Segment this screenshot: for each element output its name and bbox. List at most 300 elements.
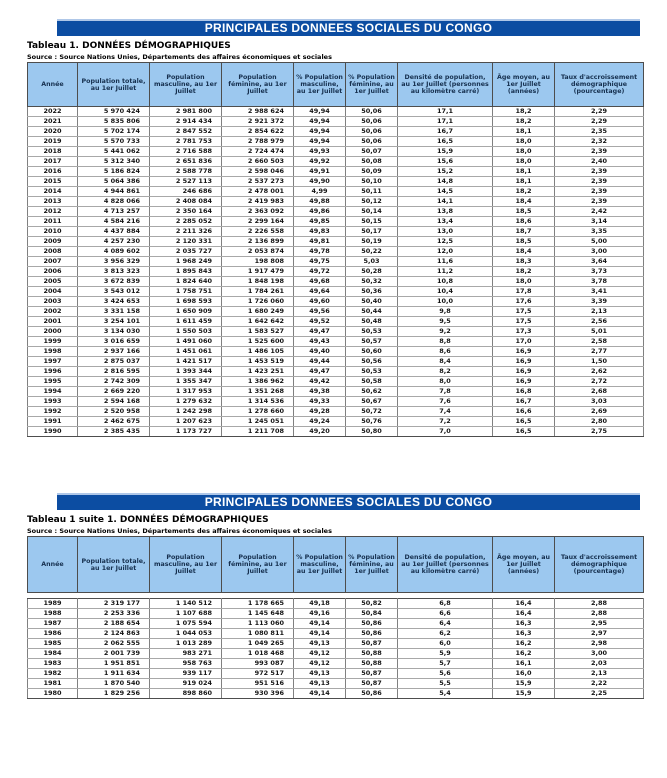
table-cell: 2 537 273 (222, 177, 294, 187)
table-cell: 1 314 536 (222, 397, 294, 407)
table-cell: 1 917 479 (222, 267, 294, 277)
table-cell: 50,84 (346, 609, 398, 619)
table-cell: 1 107 688 (150, 609, 222, 619)
table-cell: 2 660 503 (222, 157, 294, 167)
year-cell: 1997 (28, 357, 78, 367)
column-header: Taux d'accroissement démographique (pourcentage) (555, 63, 644, 107)
table-cell: 1 870 540 (78, 679, 150, 689)
table-cell: 17,0 (493, 337, 555, 347)
table-row (28, 277, 644, 287)
table-cell: 16,4 (493, 599, 555, 609)
table-cell: 49,94 (294, 107, 346, 117)
year-cell: 2008 (28, 247, 78, 257)
table-cell: 5 064 386 (78, 177, 150, 187)
table-cell: 2 408 084 (150, 197, 222, 207)
table-cell: 2 914 434 (150, 117, 222, 127)
table-cell: 1 550 503 (150, 327, 222, 337)
table-cell: 1 245 051 (222, 417, 294, 427)
table-row (28, 387, 644, 397)
table-cell: 7,6 (398, 397, 493, 407)
table-cell: 2,58 (555, 337, 644, 347)
table-cell: 8,0 (398, 377, 493, 387)
table-cell: 8,2 (398, 367, 493, 377)
table-cell: 2 598 046 (222, 167, 294, 177)
table-cell: 8,6 (398, 347, 493, 357)
table-cell: 5 312 340 (78, 157, 150, 167)
table-cell: 3,78 (555, 277, 644, 287)
table-row (28, 689, 644, 699)
year-cell: 1985 (28, 639, 78, 649)
table-cell: 16,2 (493, 639, 555, 649)
column-header: Population totale, au 1er Juillet (78, 537, 150, 593)
column-header: % Population féminine, au 1er Juillet (346, 63, 398, 107)
table-cell: 2 854 622 (222, 127, 294, 137)
table-cell: 2,22 (555, 679, 644, 689)
table-cell: 2,88 (555, 599, 644, 609)
table-row (28, 649, 644, 659)
table-row (28, 207, 644, 217)
year-cell: 2005 (28, 277, 78, 287)
table-cell: 49,86 (294, 207, 346, 217)
table-cell: 2,77 (555, 347, 644, 357)
table-cell: 50,40 (346, 297, 398, 307)
table-cell: 5 570 733 (78, 137, 150, 147)
year-cell: 1995 (28, 377, 78, 387)
table-cell: 49,68 (294, 277, 346, 287)
table-cell: 9,5 (398, 317, 493, 327)
table-cell: 49,93 (294, 147, 346, 157)
table-cell: 1 317 953 (150, 387, 222, 397)
table-row (28, 397, 644, 407)
table-row (28, 367, 644, 377)
table-cell: 3,73 (555, 267, 644, 277)
table-cell: 2,40 (555, 157, 644, 167)
table-cell: 50,56 (346, 357, 398, 367)
page-title-banner: PRINCIPALES DONNEES SOCIALES DU CONGO (57, 19, 640, 36)
table-cell: 2 988 624 (222, 107, 294, 117)
table-cell: 2 211 326 (150, 227, 222, 237)
table-cell: 50,28 (346, 267, 398, 277)
table-title: Tableau 1 suite 1. DONNÉES DÉMOGRAPHIQUES (27, 515, 269, 525)
table-row (28, 407, 644, 417)
table-cell: 18,2 (493, 107, 555, 117)
table-row (28, 287, 644, 297)
table-cell: 18,1 (493, 167, 555, 177)
source-line: Source : Source Nations Unies, Départements des affaires économiques et sociales (27, 527, 332, 535)
table-cell: 1 726 060 (222, 297, 294, 307)
table-cell: 50,87 (346, 669, 398, 679)
table-cell: 2 285 052 (150, 217, 222, 227)
column-header: Population masculine, au 1er Juillet (150, 63, 222, 107)
table-cell: 1 824 640 (150, 277, 222, 287)
table-cell: 2,80 (555, 417, 644, 427)
table-cell: 1 355 347 (150, 377, 222, 387)
column-header: % Population masculine, au 1er Juillet (294, 537, 346, 593)
table-row (28, 177, 644, 187)
table-cell: 50,58 (346, 377, 398, 387)
table-row (28, 619, 644, 629)
year-cell: 1992 (28, 407, 78, 417)
table-cell: 2,97 (555, 629, 644, 639)
table-cell: 49,47 (294, 327, 346, 337)
table-cell: 3 672 839 (78, 277, 150, 287)
table-cell: 9,2 (398, 327, 493, 337)
table-cell: 2,29 (555, 117, 644, 127)
table-cell: 2 788 979 (222, 137, 294, 147)
table-cell: 14,1 (398, 197, 493, 207)
table-cell: 49,64 (294, 287, 346, 297)
table-cell: 1 044 053 (150, 629, 222, 639)
table-cell: 1 642 642 (222, 317, 294, 327)
table-cell: 50,06 (346, 127, 398, 137)
table-cell: 18,4 (493, 197, 555, 207)
table-cell: 2 594 168 (78, 397, 150, 407)
table-cell: 14,8 (398, 177, 493, 187)
table-cell: 2,39 (555, 187, 644, 197)
table-row (28, 417, 644, 427)
table-cell: 3,14 (555, 217, 644, 227)
year-cell: 2015 (28, 177, 78, 187)
table-cell: 1 386 962 (222, 377, 294, 387)
year-cell: 1983 (28, 659, 78, 669)
year-cell: 2006 (28, 267, 78, 277)
table-cell: 5,00 (555, 237, 644, 247)
table-cell: 1 611 459 (150, 317, 222, 327)
table-cell: 17,1 (398, 107, 493, 117)
table-cell: 939 117 (150, 669, 222, 679)
table-cell: 50,82 (346, 599, 398, 609)
table-cell: 2 937 166 (78, 347, 150, 357)
column-header: Année (28, 537, 78, 593)
table-cell: 13,4 (398, 217, 493, 227)
table-cell: 2 253 336 (78, 609, 150, 619)
column-header: Taux d'accroissement démographique (pourcentage) (555, 537, 644, 593)
year-cell: 1993 (28, 397, 78, 407)
table-cell: 6,8 (398, 599, 493, 609)
table-cell: 15,9 (493, 679, 555, 689)
table-cell: 2,39 (555, 197, 644, 207)
table-cell: 50,80 (346, 427, 398, 437)
table-cell: 49,60 (294, 297, 346, 307)
table-cell: 3,39 (555, 297, 644, 307)
table-cell: 2 419 983 (222, 197, 294, 207)
table-cell: 18,4 (493, 247, 555, 257)
table-cell: 49,75 (294, 257, 346, 267)
table-cell: 6,6 (398, 609, 493, 619)
table-cell: 50,17 (346, 227, 398, 237)
table-cell: 2,35 (555, 127, 644, 137)
table-cell: 2,95 (555, 619, 644, 629)
table-cell: 2,75 (555, 427, 644, 437)
table-cell: 2 816 595 (78, 367, 150, 377)
table-cell: 5 835 806 (78, 117, 150, 127)
table-cell: 49,13 (294, 669, 346, 679)
table-cell: 1 451 061 (150, 347, 222, 357)
table-cell: 18,1 (493, 127, 555, 137)
table-row (28, 427, 644, 437)
table-cell: 49,40 (294, 347, 346, 357)
table-cell: 1 525 600 (222, 337, 294, 347)
table-cell: 9,8 (398, 307, 493, 317)
table-cell: 1 145 648 (222, 609, 294, 619)
year-cell: 2012 (28, 207, 78, 217)
table-cell: 2,13 (555, 307, 644, 317)
table-cell: 2 527 113 (150, 177, 222, 187)
table-row (28, 267, 644, 277)
table-cell: 50,67 (346, 397, 398, 407)
table-cell: 1 951 851 (78, 659, 150, 669)
table-cell: 49,44 (294, 357, 346, 367)
table-cell: 17,8 (493, 287, 555, 297)
table-cell: 18,2 (493, 117, 555, 127)
table-cell: 49,33 (294, 397, 346, 407)
year-cell: 1984 (28, 649, 78, 659)
table-cell: 3,35 (555, 227, 644, 237)
table-cell: 1 680 249 (222, 307, 294, 317)
year-cell: 2016 (28, 167, 78, 177)
table-cell: 1 013 289 (150, 639, 222, 649)
table-cell: 15,9 (398, 147, 493, 157)
table-row (28, 157, 644, 167)
table-cell: 16,8 (493, 387, 555, 397)
year-cell: 2004 (28, 287, 78, 297)
table-cell: 5,7 (398, 659, 493, 669)
table-cell: 17,5 (493, 307, 555, 317)
table-cell: 3 331 158 (78, 307, 150, 317)
table-cell: 50,87 (346, 679, 398, 689)
table-cell: 2 478 001 (222, 187, 294, 197)
table-cell: 4,99 (294, 187, 346, 197)
table-cell: 2,62 (555, 367, 644, 377)
table-cell: 2,88 (555, 609, 644, 619)
table-cell: 18,0 (493, 157, 555, 167)
table-cell: 49,13 (294, 639, 346, 649)
table-cell: 50,19 (346, 237, 398, 247)
table-cell: 49,85 (294, 217, 346, 227)
table-cell: 7,8 (398, 387, 493, 397)
table-cell: 5,6 (398, 669, 493, 679)
report-page (0, 19, 667, 778)
table-cell: 50,14 (346, 207, 398, 217)
column-header: Âge moyen, au 1er Juillet (années) (493, 63, 555, 107)
table-cell: 958 763 (150, 659, 222, 669)
table-cell: 7,2 (398, 417, 493, 427)
table-cell: 50,10 (346, 177, 398, 187)
table-cell: 2 875 037 (78, 357, 150, 367)
table-cell: 6,0 (398, 639, 493, 649)
table-cell: 50,60 (346, 347, 398, 357)
year-cell: 1982 (28, 669, 78, 679)
table-cell: 49,16 (294, 609, 346, 619)
table-cell: 4 584 216 (78, 217, 150, 227)
year-cell: 2009 (28, 237, 78, 247)
table-row (28, 247, 644, 257)
year-cell: 1990 (28, 427, 78, 437)
table-cell: 2 742 309 (78, 377, 150, 387)
table-cell: 50,11 (346, 187, 398, 197)
table-cell: 50,57 (346, 337, 398, 347)
table-cell: 11,2 (398, 267, 493, 277)
table-row (28, 629, 644, 639)
table-cell: 1,50 (555, 357, 644, 367)
table-cell: 49,91 (294, 167, 346, 177)
table-cell: 49,47 (294, 367, 346, 377)
table-cell: 2,25 (555, 689, 644, 699)
table-cell: 5 186 824 (78, 167, 150, 177)
year-cell: 1996 (28, 367, 78, 377)
table-row (28, 147, 644, 157)
table-cell: 1 784 261 (222, 287, 294, 297)
year-cell: 2017 (28, 157, 78, 167)
table-row (28, 297, 644, 307)
column-header: Âge moyen, au 1er Juillet (années) (493, 537, 555, 593)
table-cell: 15,2 (398, 167, 493, 177)
table-row (28, 307, 644, 317)
table-cell: 49,24 (294, 417, 346, 427)
table-cell: 2 651 836 (150, 157, 222, 167)
table-cell: 49,81 (294, 237, 346, 247)
table-cell: 16,3 (493, 629, 555, 639)
demographics-table-2 (27, 536, 644, 699)
year-cell: 1981 (28, 679, 78, 689)
table-cell: 12,0 (398, 247, 493, 257)
column-header: Densité de population, au 1er Juillet (personnes au kilomètre carré) (398, 63, 493, 107)
year-cell: 2022 (28, 107, 78, 117)
table-cell: 2,29 (555, 107, 644, 117)
table-cell: 2 226 558 (222, 227, 294, 237)
table-cell: 2 520 958 (78, 407, 150, 417)
table-cell: 1 895 843 (150, 267, 222, 277)
table-cell: 12,5 (398, 237, 493, 247)
year-cell: 1994 (28, 387, 78, 397)
table-cell: 18,0 (493, 277, 555, 287)
table-cell: 1 758 751 (150, 287, 222, 297)
table-cell: 49,94 (294, 117, 346, 127)
table-cell: 7,4 (398, 407, 493, 417)
table-cell: 2 363 092 (222, 207, 294, 217)
table-cell: 1 829 256 (78, 689, 150, 699)
table-cell: 1 393 344 (150, 367, 222, 377)
table-row (28, 337, 644, 347)
table-cell: 2,68 (555, 387, 644, 397)
table-cell: 49,14 (294, 629, 346, 639)
table-cell: 15,6 (398, 157, 493, 167)
table-cell: 1 453 519 (222, 357, 294, 367)
table-cell: 49,56 (294, 307, 346, 317)
table-cell: 1 583 527 (222, 327, 294, 337)
table-cell: 18,2 (493, 267, 555, 277)
table-cell: 5 441 062 (78, 147, 150, 157)
table-cell: 49,94 (294, 127, 346, 137)
table-cell: 1 075 594 (150, 619, 222, 629)
table-cell: 2 847 552 (150, 127, 222, 137)
table-cell: 50,53 (346, 367, 398, 377)
table-cell: 50,44 (346, 307, 398, 317)
year-cell: 2021 (28, 117, 78, 127)
table-cell: 16,4 (493, 609, 555, 619)
table-cell: 3 424 653 (78, 297, 150, 307)
table-row (28, 679, 644, 689)
table-cell: 50,88 (346, 649, 398, 659)
table-cell: 2 781 753 (150, 137, 222, 147)
table-cell: 1 113 060 (222, 619, 294, 629)
table-cell: 18,5 (493, 237, 555, 247)
table-cell: 1 049 265 (222, 639, 294, 649)
table-cell: 49,18 (294, 599, 346, 609)
column-header: Densité de population, au 1er Juillet (personnes au kilomètre carré) (398, 537, 493, 593)
table-cell: 49,12 (294, 659, 346, 669)
table-cell: 2 724 474 (222, 147, 294, 157)
table-cell: 1 423 251 (222, 367, 294, 377)
table-cell: 10,8 (398, 277, 493, 287)
table-cell: 16,3 (493, 619, 555, 629)
table-cell: 1 491 060 (150, 337, 222, 347)
table-cell: 49,72 (294, 267, 346, 277)
table-cell: 3,00 (555, 247, 644, 257)
table-cell: 1 173 727 (150, 427, 222, 437)
table-cell: 18,6 (493, 217, 555, 227)
column-header: Année (28, 63, 78, 107)
table-cell: 1 351 268 (222, 387, 294, 397)
table-cell: 2,32 (555, 137, 644, 147)
column-header: % Population féminine, au 1er Juillet (346, 537, 398, 593)
table-cell: 1 018 468 (222, 649, 294, 659)
demographics-table-1 (27, 62, 644, 437)
table-cell: 1 650 909 (150, 307, 222, 317)
table-cell: 2,42 (555, 207, 644, 217)
table-row (28, 357, 644, 367)
table-cell: 50,88 (346, 659, 398, 669)
table-cell: 930 396 (222, 689, 294, 699)
year-cell: 1980 (28, 689, 78, 699)
year-cell: 2007 (28, 257, 78, 267)
table-row (28, 137, 644, 147)
table-cell: 2,39 (555, 177, 644, 187)
table-cell: 16,5 (398, 137, 493, 147)
table-cell: 3 254 101 (78, 317, 150, 327)
table-cell: 2,39 (555, 167, 644, 177)
table-cell: 18,2 (493, 187, 555, 197)
table-cell: 50,86 (346, 629, 398, 639)
table-cell: 50,62 (346, 387, 398, 397)
table-cell: 2 188 654 (78, 619, 150, 629)
table-cell: 2,69 (555, 407, 644, 417)
table-cell: 17,5 (493, 317, 555, 327)
table-cell: 50,32 (346, 277, 398, 287)
year-cell: 2014 (28, 187, 78, 197)
table-cell: 17,1 (398, 117, 493, 127)
table-cell: 3 016 659 (78, 337, 150, 347)
table-cell: 5,03 (346, 257, 398, 267)
table-cell: 3 956 329 (78, 257, 150, 267)
table-cell: 49,88 (294, 197, 346, 207)
table-cell: 1 486 105 (222, 347, 294, 357)
table-cell: 3 813 323 (78, 267, 150, 277)
table-row (28, 377, 644, 387)
table-cell: 18,3 (493, 257, 555, 267)
table-cell: 49,52 (294, 317, 346, 327)
table-row (28, 257, 644, 267)
table-row (28, 217, 644, 227)
year-cell: 2001 (28, 317, 78, 327)
table-cell: 2 299 164 (222, 217, 294, 227)
table-cell: 919 024 (150, 679, 222, 689)
table-cell: 983 271 (150, 649, 222, 659)
table-cell: 16,9 (493, 367, 555, 377)
year-cell: 2020 (28, 127, 78, 137)
year-cell: 2018 (28, 147, 78, 157)
table-cell: 4 944 861 (78, 187, 150, 197)
